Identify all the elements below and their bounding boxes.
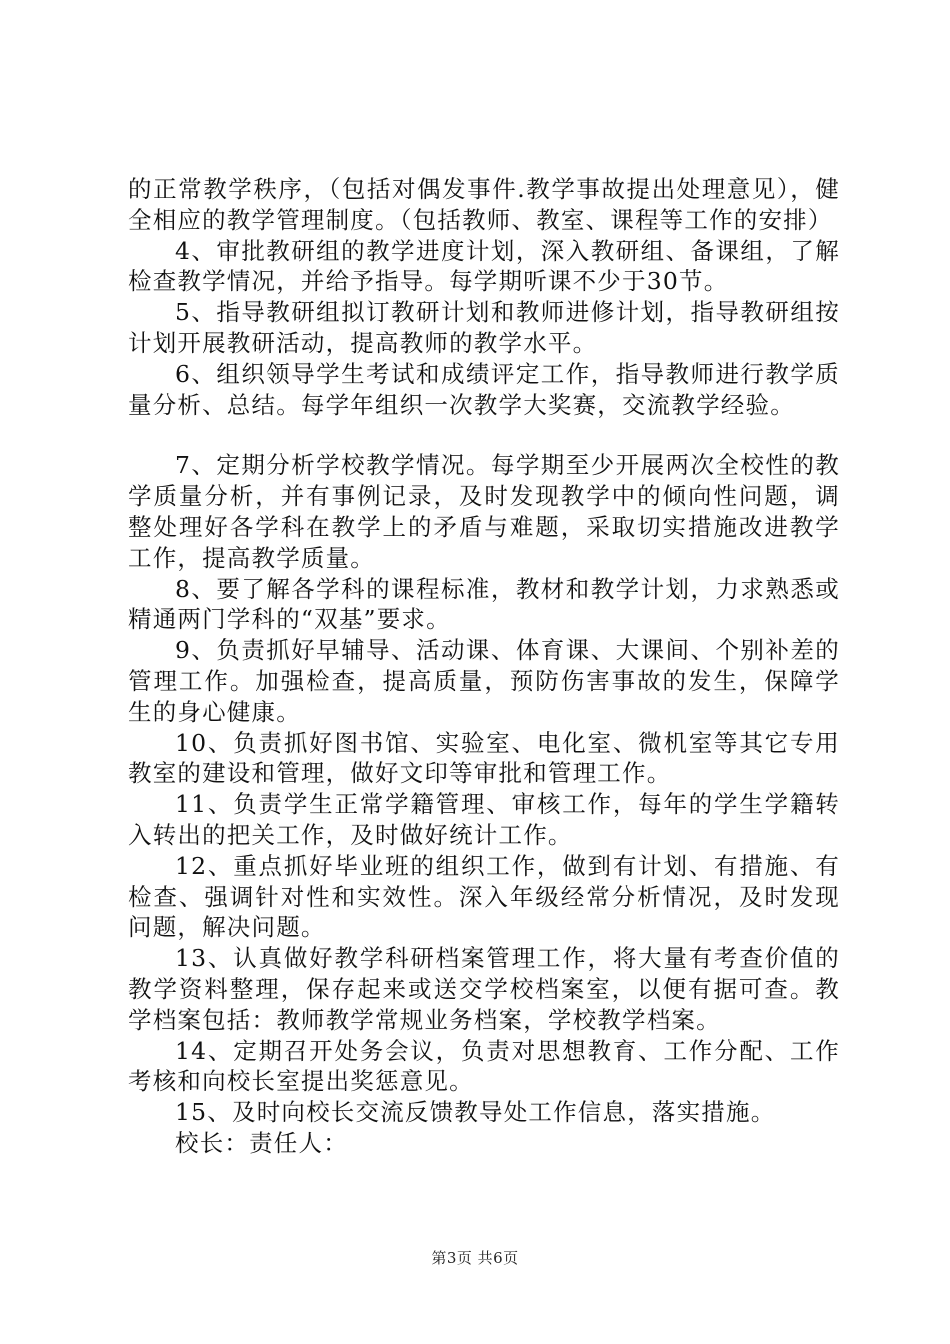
paragraph-item-6: 6、组织领导学生考试和成绩评定工作，指导教师进行教学质量分析、总结。每学年组织一次教学大奖赛，交流教学经验。 <box>128 359 840 419</box>
paragraph-item-12: 12、重点抓好毕业班的组织工作，做到有计划、有措施、有检查、强调针对性和实效性。深入年级经常分析情况，及时发现问题，解决问题。 <box>128 851 840 942</box>
page-footer: 第3页 共6页 <box>431 1249 519 1267</box>
paragraph-item-10: 10、负责抓好图书馆、实验室、电化室、微机室等其它专用教室的建设和管理，做好文印等审批和管理工作。 <box>128 728 840 788</box>
paragraph-item-9: 9、负责抓好早辅导、活动课、体育课、大课间、个别补差的管理工作。加强检查，提高质量，预防伤害事故的发生，保障学生的身心健康。 <box>128 636 840 726</box>
paragraph-item-5: 5、指导教研组拟订教研计划和教师进修计划，指导教研组按计划开展教研活动，提高教师的教学水平。 <box>128 298 840 357</box>
paragraph-item-11: 11、负责学生正常学籍管理、审核工作，每年的学生学籍转入转出的把关工作，及时做好统计工作。 <box>128 790 840 849</box>
signature-line: 校长：责任人： <box>175 1128 348 1157</box>
paragraph-item-13: 13、认真做好教学科研档案管理工作，将大量有考查价值的教学资料整理，保存起来或送交学校档案室，以便有据可查。教学档案包括：教师教学常规业务档案，学校教学档案。 <box>128 944 840 1034</box>
document-body <box>128 174 840 1159</box>
paragraph-item-14: 14、定期召开处务会议，负责对思想教育、工作分配、工作考核和向校长室提出奖惩意见。 <box>128 1036 840 1096</box>
paragraph-item-8: 8、要了解各学科的课程标准，教材和教学计划，力求熟悉或精通两门学科的“双基”要求。 <box>128 574 840 634</box>
paragraph-continuation: 的正常教学秩序，（包括对偶发事件.教学事故提出处理意见），健全相应的教学管理制度。（包括教师、教室、课程等工作的安排） <box>128 175 840 234</box>
paragraph-item-15: 15、及时向校长交流反馈教导处工作信息，落实措施。 <box>175 1098 776 1127</box>
paragraph-item-7: 7、定期分析学校教学情况。每学期至少开展两次全校性的教学质量分析，并有事例记录，及时发现教学中的倾向性问题，调整处理好各学科在教学上的矛盾与难题，采取切实措施改进教学工作，提高教学质量。 <box>128 451 840 572</box>
paragraph-item-4: 4、审批教研组的教学进度计划，深入教研组、备课组，了解检查教学情况，并给予指导。每学期听课不少于30节。 <box>128 236 840 296</box>
paragraph-spacer <box>128 420 840 450</box>
